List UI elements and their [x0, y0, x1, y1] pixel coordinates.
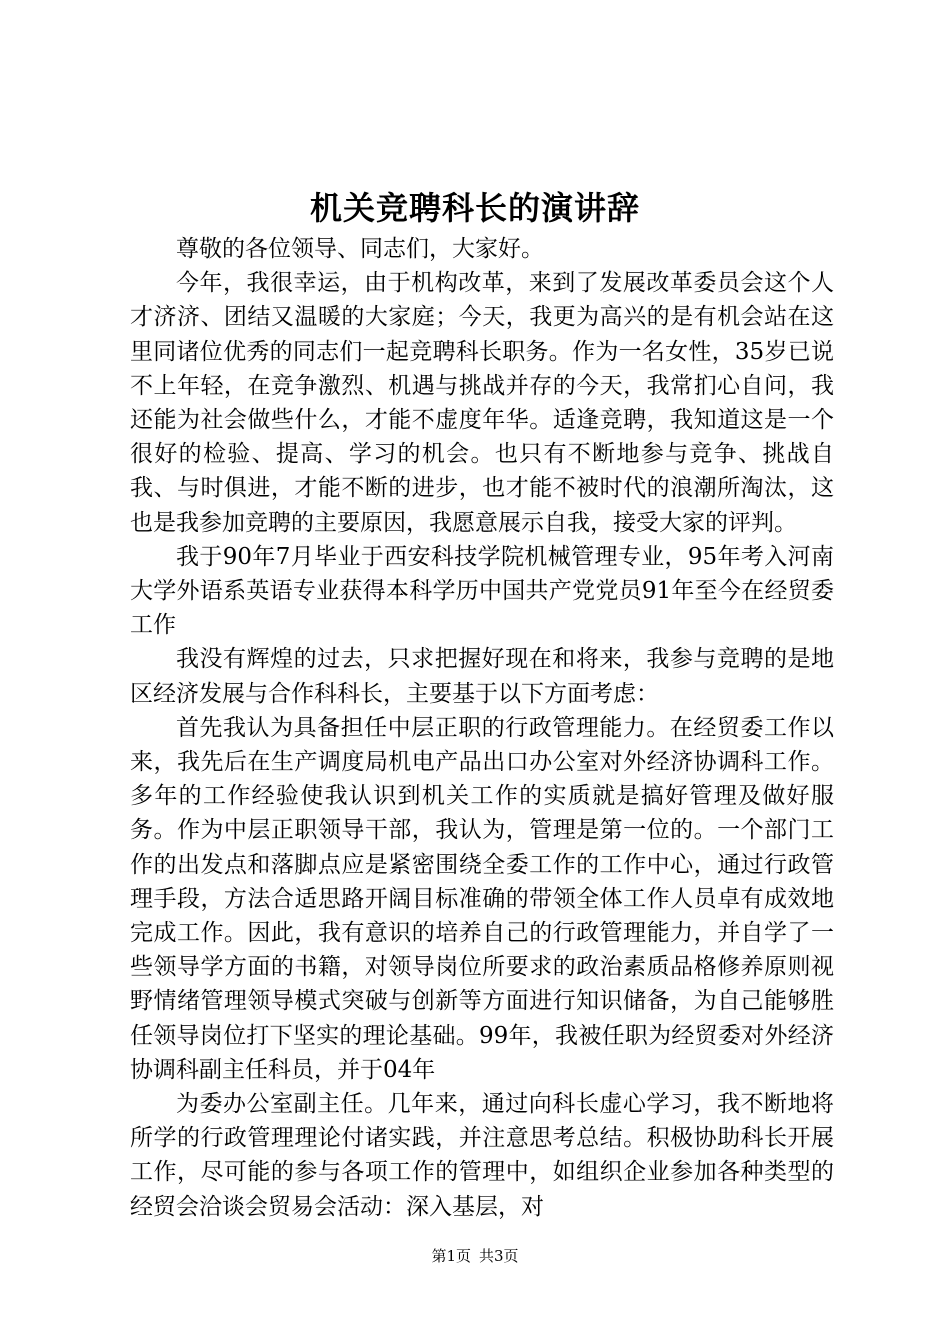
document-title: 机关竞聘科长的演讲辞: [309, 189, 640, 227]
page-number: 第1页: [431, 1247, 471, 1265]
paragraph-position: 我没有辉煌的过去，只求把握好现在和将来，我参与竞聘的是地区经济发展与合作科科长，主要基于以下方面考虑：: [130, 646, 834, 707]
document-body: [130, 232, 834, 1224]
paragraph-background: 我于90年7月毕业于西安科技学院机械管理专业，95年考入河南大学外语系英语专业获得本科学历中国共产党党员91年至今在经贸委工作: [130, 543, 834, 639]
paragraph-introduction: 今年，我很幸运，由于机构改革，来到了发展改革委员会这个人才济济、团结又温暖的大家庭；今天，我更为高兴的是有机会站在这里同诸位优秀的同志们一起竞聘科长职务。作为一名女性，35岁已说不上年轻，在竞争激烈、机遇与挑战并存的今天，我常扪心自问，我还能为社会做些什么，才能不虚度年华。适逢竞聘，我知道这是一个很好的检验、提高、学习的机会。也只有不断地参与竞争、挑战自我、与时俱进，才能不断的进步，也才能不被时代的浪潮所淘汰，这也是我参加竞聘的主要原因，我愿意展示自我，接受大家的评判。: [130, 270, 834, 536]
page-footer: [0, 1246, 950, 1266]
paragraph-management-ability: 首先我认为具备担任中层正职的行政管理能力。在经贸委工作以来，我先后在生产调度局机电产品出口办公室对外经济协调科工作。多年的工作经验使我认识到机关工作的实质就是搞好管理及做好服务。作为中层正职领导干部，我认为，管理是第一位的。一个部门工作的出发点和落脚点应是紧密围绕全委工作的工作中心，通过行政管理手段，方法合适思路开阔目标准确的带领全体工作人员卓有成效地完成工作。因此，我有意识的培养自己的行政管理能力，并自学了一些领导学方面的书籍，对领导岗位所要求的政治素质品格修养原则视野情绪管理领导模式突破与创新等方面进行知识储备，为自己能够胜任领导岗位打下坚实的理论基础。99年，我被任职为经贸委对外经济协调科副主任科员，并于04年: [130, 714, 834, 1083]
paragraph-experience: 为委办公室副主任。几年来，通过向科长虚心学习，我不断地将所学的行政管理理论付诸实践，并注意思考总结。积极协助科长开展工作，尽可能的参与各项工作的管理中，如组织企业参加各种类型的经贸会洽谈会贸易会活动：深入基层，对: [130, 1091, 834, 1220]
page-total: 共3页: [479, 1247, 519, 1265]
paragraph-greeting: 尊敬的各位领导、同志们，大家好。: [176, 236, 544, 262]
